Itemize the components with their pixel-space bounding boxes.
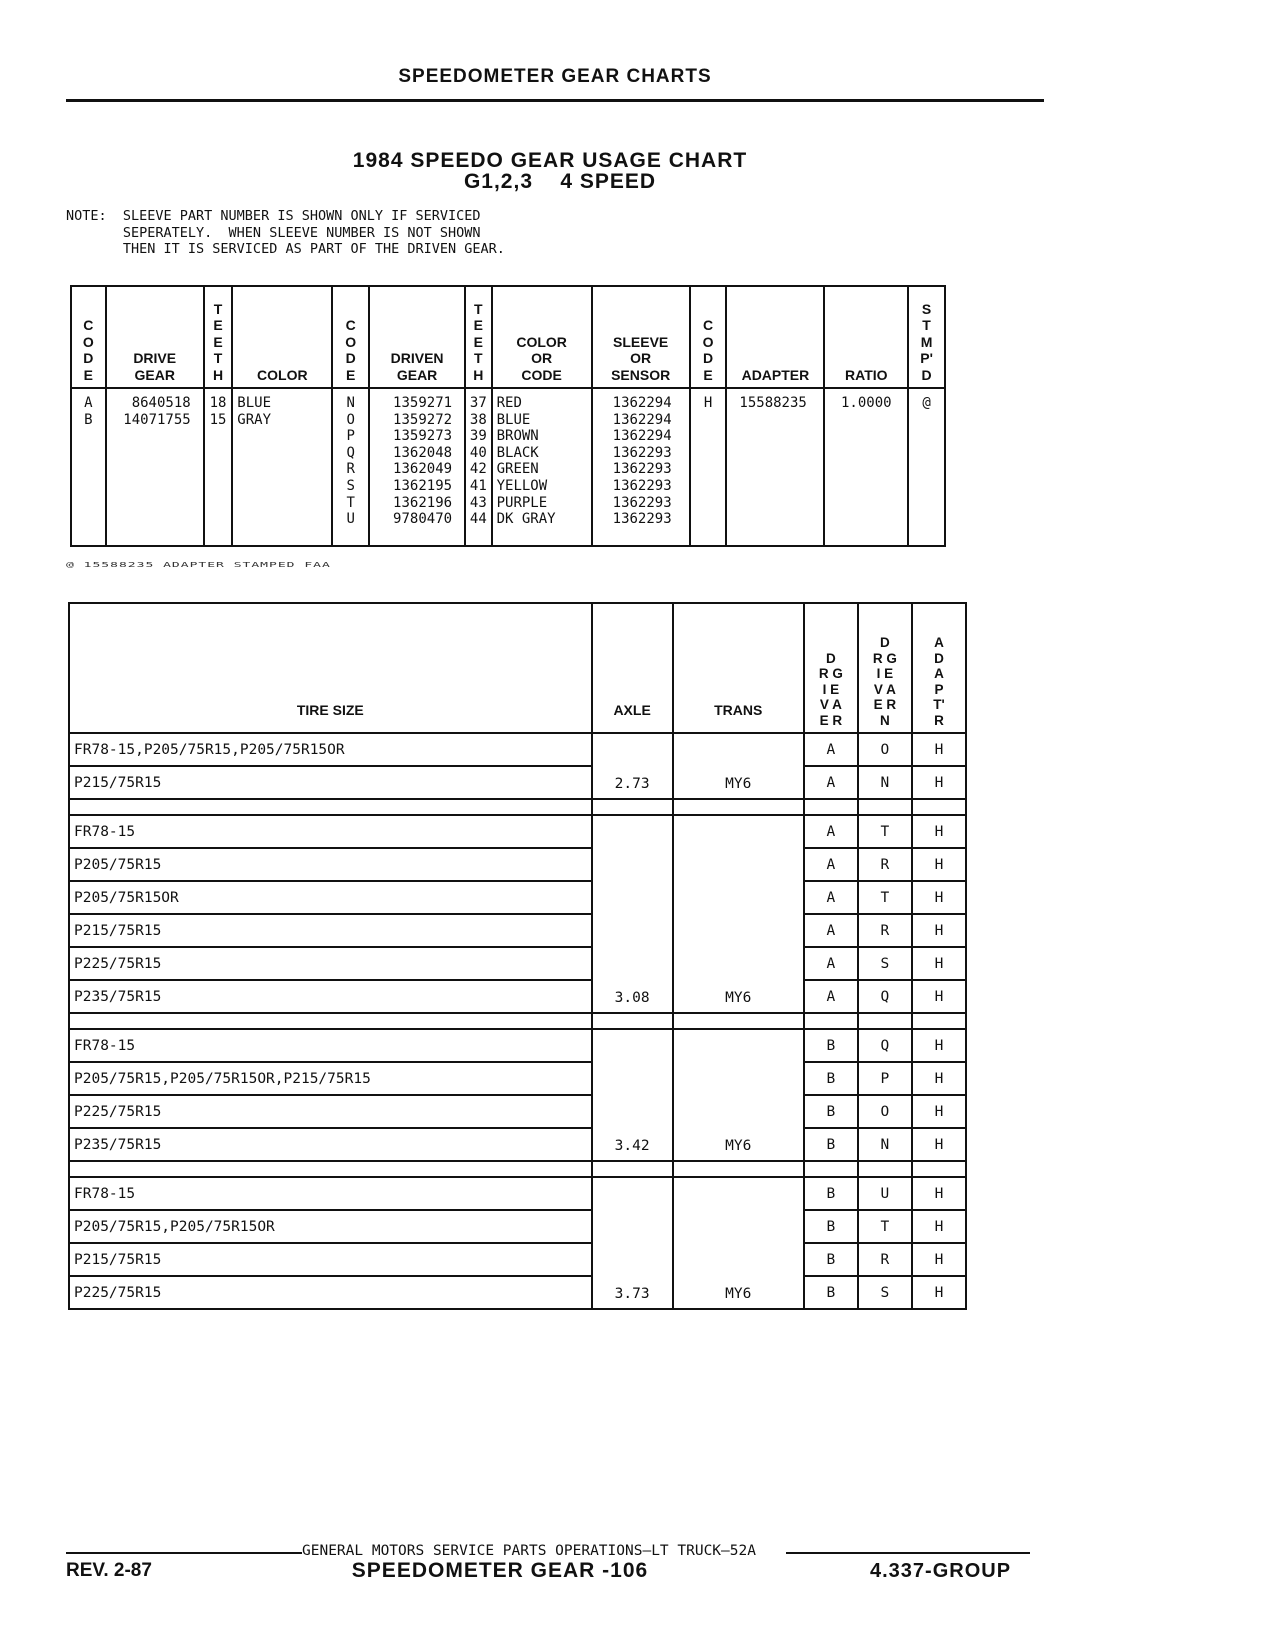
drive-gear-code-cell: A: [804, 733, 858, 766]
driven-gear-code-cell: T: [858, 1210, 912, 1243]
table-row: [69, 980, 966, 1013]
adapter-code-cell: H: [912, 733, 966, 766]
adapter-code: H: [690, 388, 727, 546]
tire-size-cell: P205/75R15,P205/75R15OR: [69, 1210, 592, 1243]
axle-ratio-cell: 3.08: [592, 815, 673, 1013]
table-row: [69, 766, 966, 799]
gear-table: [70, 285, 946, 547]
tire-table: [68, 602, 967, 1310]
stacked-header-text: COLOR OR CODE: [516, 333, 567, 383]
table-row: [69, 1029, 966, 1062]
driven-codes: N O P Q R S T U: [332, 388, 369, 546]
stacked-header-text: SLEEVE OR SENSOR: [611, 333, 671, 383]
transmission-cell: MY6: [673, 815, 804, 1013]
driven-gear-code-cell: O: [858, 1095, 912, 1128]
header-drive-gear-code: D R G I E V A E R: [804, 603, 858, 733]
separator-cell: [912, 1161, 966, 1177]
table-row: [69, 1243, 966, 1276]
chart-title-line-1: 1984 SPEEDO GEAR USAGE CHART: [352, 149, 748, 172]
group-separator-row: [69, 1161, 966, 1177]
header-teeth-driven: [465, 286, 492, 388]
adapter-code-cell: H: [912, 1095, 966, 1128]
driven-gear-code-cell: S: [858, 1276, 912, 1309]
adapter-code-cell: H: [912, 1029, 966, 1062]
separator-cell: [673, 1161, 804, 1177]
sleeve-numbers: 1362294 1362294 1362294 1362293 1362293 1362293 1362293 1362293: [592, 388, 690, 546]
drive-gear-code-cell: B: [804, 1177, 858, 1210]
table-row: [69, 1276, 966, 1309]
axle-ratio-cell: 3.42: [592, 1029, 673, 1161]
separator-cell: [804, 1161, 858, 1177]
adapter-code-cell: H: [912, 1062, 966, 1095]
tire-size-cell: FR78-15: [69, 1177, 592, 1210]
drive-gear-code-cell: A: [804, 815, 858, 848]
drive-gear-code-cell: A: [804, 848, 858, 881]
axle-ratio-cell: 2.73: [592, 733, 673, 799]
drive-gear-code-cell: B: [804, 1062, 858, 1095]
table-row: [69, 914, 966, 947]
drive-gear-code-cell: B: [804, 1243, 858, 1276]
driven-gear-code-cell: R: [858, 914, 912, 947]
header-driven-gear: [369, 286, 465, 388]
adapter-code-cell: H: [912, 1128, 966, 1161]
driven-colors: RED BLUE BROWN BLACK GREEN YELLOW PURPLE DK GRAY: [492, 388, 592, 546]
chart-title: [0, 150, 1100, 192]
header-color-code: [492, 286, 592, 388]
header-code-driven: [332, 286, 369, 388]
header-driven-gear-code: D R G I E V A E R N: [858, 603, 912, 733]
tire-size-cell: FR78-15: [69, 815, 592, 848]
driven-gear-code-cell: T: [858, 815, 912, 848]
tire-size-cell: P225/75R15: [69, 947, 592, 980]
header-code-adapter: [690, 286, 727, 388]
tire-size-cell: P215/75R15: [69, 1243, 592, 1276]
adapter-code-cell: H: [912, 914, 966, 947]
footer-rule-left: [66, 1552, 302, 1554]
sleeve-note: NOTE: SLEEVE PART NUMBER IS SHOWN ONLY IF SERVICED SEPERATELY. WHEN SLEEVE NUMBER IS NOT SHOWN THEN IT IS SERVICED AS PART OF THE DRIVEN GEAR.: [66, 208, 505, 257]
table-row: [69, 733, 966, 766]
drive-colors: BLUE GRAY: [232, 388, 332, 546]
drive-gear-code-cell: A: [804, 980, 858, 1013]
table-row: [69, 815, 966, 848]
page-title: SPEEDOMETER GEAR CHARTS: [398, 66, 712, 87]
vertical-header-text: C O D E: [345, 317, 357, 383]
adapter-code-cell: H: [912, 848, 966, 881]
table-row: [69, 1177, 966, 1210]
separator-cell: [69, 799, 592, 815]
footer-revision: REV. 2-87: [66, 1560, 152, 1581]
header-ratio: RATIO: [824, 286, 908, 388]
drive-gears: 8640518 14071755: [106, 388, 204, 546]
tire-size-cell: P225/75R15: [69, 1095, 592, 1128]
drive-gear-code-cell: B: [804, 1029, 858, 1062]
adapter-code-cell: H: [912, 881, 966, 914]
adapter-code-cell: H: [912, 1243, 966, 1276]
gear-table-header-row: [71, 286, 945, 388]
axle-ratio-cell: 3.73: [592, 1177, 673, 1309]
group-separator-row: [69, 1013, 966, 1029]
tire-size-cell: P215/75R15: [69, 914, 592, 947]
table-row: [69, 881, 966, 914]
tire-size-cell: P205/75R15: [69, 848, 592, 881]
separator-cell: [858, 1161, 912, 1177]
drive-gear-code-cell: B: [804, 1128, 858, 1161]
vertical-header-text: C O D E: [82, 317, 94, 383]
footer-section-title: SPEEDOMETER GEAR -106: [351, 1559, 649, 1582]
table-row: [69, 848, 966, 881]
driven-gear-code-cell: N: [858, 766, 912, 799]
tire-size-cell: P235/75R15: [69, 1128, 592, 1161]
tire-table-header-row: [69, 603, 966, 733]
tire-size-cell: P215/75R15: [69, 766, 592, 799]
tire-size-cell: P235/75R15: [69, 980, 592, 1013]
tire-size-cell: FR78-15: [69, 1029, 592, 1062]
drive-gear-code-cell: A: [804, 947, 858, 980]
footer-rule-right: [786, 1552, 1030, 1554]
table-row: [69, 1210, 966, 1243]
tire-size-cell: P225/75R15: [69, 1276, 592, 1309]
table-row: [69, 947, 966, 980]
vertical-header-text: S T M P' D: [920, 300, 933, 383]
driven-gear-code-cell: R: [858, 848, 912, 881]
separator-cell: [912, 799, 966, 815]
transmission-cell: MY6: [673, 1177, 804, 1309]
separator-cell: [804, 799, 858, 815]
header-sleeve-sensor: [592, 286, 690, 388]
drive-gear-code-cell: A: [804, 914, 858, 947]
tire-table-body: [69, 733, 966, 1309]
header-tire-size: TIRE SIZE: [69, 603, 592, 733]
driven-gear-code-cell: O: [858, 733, 912, 766]
driven-gear-code-cell: P: [858, 1062, 912, 1095]
tire-size-cell: FR78-15,P205/75R15,P205/75R15OR: [69, 733, 592, 766]
adapter-number: 15588235: [726, 388, 824, 546]
header-code-drive: [71, 286, 106, 388]
header-color: COLOR: [232, 286, 332, 388]
drive-gear-code-cell: B: [804, 1095, 858, 1128]
driven-gear-code-cell: Q: [858, 980, 912, 1013]
table-row: [69, 1095, 966, 1128]
footer-page-number: 4.337-GROUP: [870, 1560, 1012, 1582]
separator-cell: [858, 1013, 912, 1029]
separator-cell: [592, 799, 673, 815]
gear-table-data-row: [71, 388, 945, 546]
header-adapter: ADAPTER: [726, 286, 824, 388]
driven-gear-code-cell: T: [858, 881, 912, 914]
ratio-value: 1.0000: [824, 388, 908, 546]
separator-cell: [69, 1013, 592, 1029]
stacked-header-text: DRIVEN GEAR: [390, 350, 444, 383]
tire-size-cell: P205/75R15,P205/75R15OR,P215/75R15: [69, 1062, 592, 1095]
separator-cell: [592, 1013, 673, 1029]
separator-cell: [804, 1013, 858, 1029]
adapter-footnote: @ 15588235 ADAPTER STAMPED FAA: [66, 561, 331, 570]
header-axle: AXLE: [592, 603, 673, 733]
separator-cell: [673, 1013, 804, 1029]
driven-gear-code-cell: S: [858, 947, 912, 980]
drive-gear-code-cell: A: [804, 881, 858, 914]
driven-gear-code-cell: U: [858, 1177, 912, 1210]
separator-cell: [592, 1161, 673, 1177]
separator-cell: [673, 799, 804, 815]
driven-gear-code-cell: N: [858, 1128, 912, 1161]
vertical-header-text: T E E T H: [212, 300, 224, 383]
drive-codes: A B: [71, 388, 106, 546]
driven-gear-code-cell: R: [858, 1243, 912, 1276]
header-teeth-drive: [204, 286, 233, 388]
header-drive-gear: [106, 286, 204, 388]
transmission-cell: MY6: [673, 733, 804, 799]
separator-cell: [69, 1161, 592, 1177]
stacked-header-text: DRIVE GEAR: [133, 350, 177, 383]
drive-gear-code-cell: A: [804, 766, 858, 799]
table-row: [69, 1062, 966, 1095]
drive-gear-code-cell: B: [804, 1276, 858, 1309]
chart-title-line-2: G1,2,3 4 SPEED: [463, 170, 657, 193]
driven-teeth: 37 38 39 40 42 41 43 44: [465, 388, 492, 546]
header-trans: TRANS: [673, 603, 804, 733]
driven-gears: 1359271 1359272 1359273 1362048 1362049 1362195 1362196 9780470: [369, 388, 465, 546]
adapter-code-cell: H: [912, 1210, 966, 1243]
separator-cell: [858, 799, 912, 815]
adapter-code-cell: H: [912, 815, 966, 848]
separator-cell: [912, 1013, 966, 1029]
group-separator-row: [69, 799, 966, 815]
header-adapter-code: A D A P T' R: [912, 603, 966, 733]
adapter-code-cell: H: [912, 1177, 966, 1210]
vertical-header-text: T E E T H: [473, 300, 484, 383]
header-stamped: [908, 286, 945, 388]
adapter-code-cell: H: [912, 980, 966, 1013]
drive-gear-code-cell: B: [804, 1210, 858, 1243]
footer-publisher: GENERAL MOTORS SERVICE PARTS OPERATIONS—LT TRUCK—52A: [302, 1543, 756, 1559]
vertical-header-text: C O D E: [702, 317, 714, 383]
adapter-code-cell: H: [912, 1276, 966, 1309]
driven-gear-code-cell: Q: [858, 1029, 912, 1062]
drive-teeth: 18 15: [204, 388, 233, 546]
stamped-mark: @: [908, 388, 945, 546]
top-rule: [66, 99, 1044, 102]
transmission-cell: MY6: [673, 1029, 804, 1161]
adapter-code-cell: H: [912, 766, 966, 799]
table-row: [69, 1128, 966, 1161]
adapter-code-cell: H: [912, 947, 966, 980]
tire-size-cell: P205/75R15OR: [69, 881, 592, 914]
